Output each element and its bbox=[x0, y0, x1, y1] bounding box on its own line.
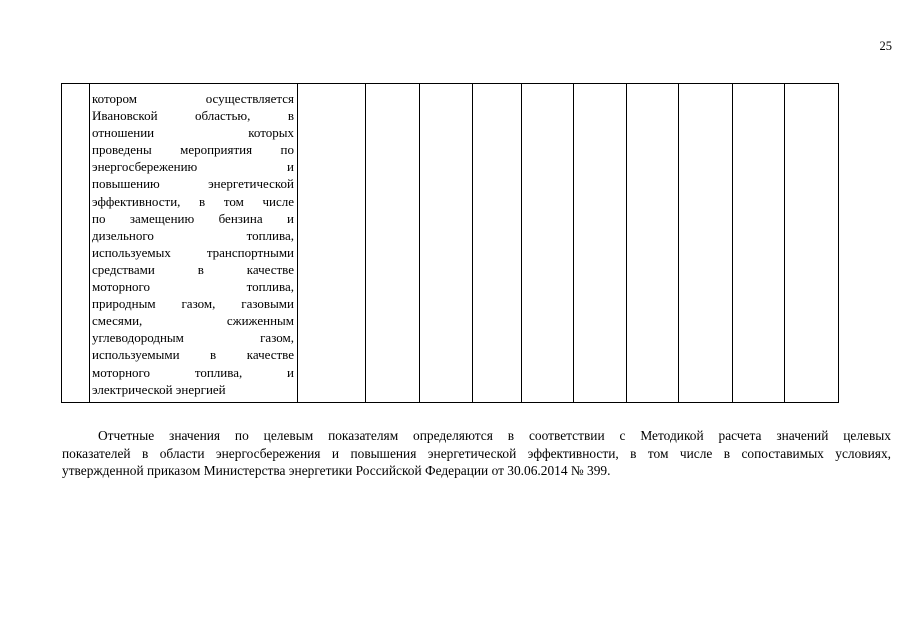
description-line: повышению энергетической bbox=[92, 176, 294, 192]
description-line: моторного топлива, и bbox=[92, 364, 294, 380]
description-line: используемыми в качестве bbox=[92, 347, 294, 363]
value-cell bbox=[522, 84, 574, 403]
page-number: 25 bbox=[879, 39, 892, 53]
footnote-line: Отчетные значения по целевым показателям определяются в соответствии с Методикой расчета значений целевых bbox=[98, 428, 891, 443]
footnote-line: показателей в области энергосбережения и повышения энергетической эффективности, в том числе в сопоставимых условиях, bbox=[62, 445, 891, 461]
description-line: отношении которых bbox=[92, 125, 294, 141]
indicators-table bbox=[61, 83, 839, 403]
description-line: углеводородным газом, bbox=[92, 330, 294, 346]
value-cell bbox=[733, 84, 785, 403]
description-line: смесями, сжиженным bbox=[92, 313, 294, 329]
description-line: Ивановской областью, в bbox=[92, 108, 294, 124]
description-line: энергосбережению и bbox=[92, 159, 294, 175]
description-line: эффективности, в том числе bbox=[92, 193, 294, 209]
description-line: используемых транспортными bbox=[92, 244, 294, 260]
description-line: проведены мероприятия по bbox=[92, 142, 294, 158]
value-cell bbox=[473, 84, 522, 403]
value-cell bbox=[420, 84, 473, 403]
value-cell bbox=[679, 84, 733, 403]
row-number-cell bbox=[62, 84, 90, 403]
description-line: средствами в качестве bbox=[92, 261, 294, 277]
value-cell bbox=[627, 84, 679, 403]
value-cell bbox=[298, 84, 366, 403]
value-cell bbox=[785, 84, 839, 403]
indicator-description-cell bbox=[90, 84, 298, 403]
table-row bbox=[62, 84, 839, 403]
description-line: дизельного топлива, bbox=[92, 227, 294, 243]
description-line: электрической энергией bbox=[92, 381, 226, 397]
footnote-line: утвержденной приказом Министерства энергетики Российской Федерации от 30.06.2014 № 399. bbox=[62, 463, 611, 478]
value-cell bbox=[366, 84, 420, 403]
value-cell bbox=[574, 84, 627, 403]
description-line: моторного топлива, bbox=[92, 279, 294, 295]
description-line: котором осуществляется bbox=[92, 91, 294, 106]
description-line: природным газом, газовыми bbox=[92, 296, 294, 312]
description-line: по замещению бензина и bbox=[92, 210, 294, 226]
footnote-paragraph bbox=[62, 427, 891, 480]
